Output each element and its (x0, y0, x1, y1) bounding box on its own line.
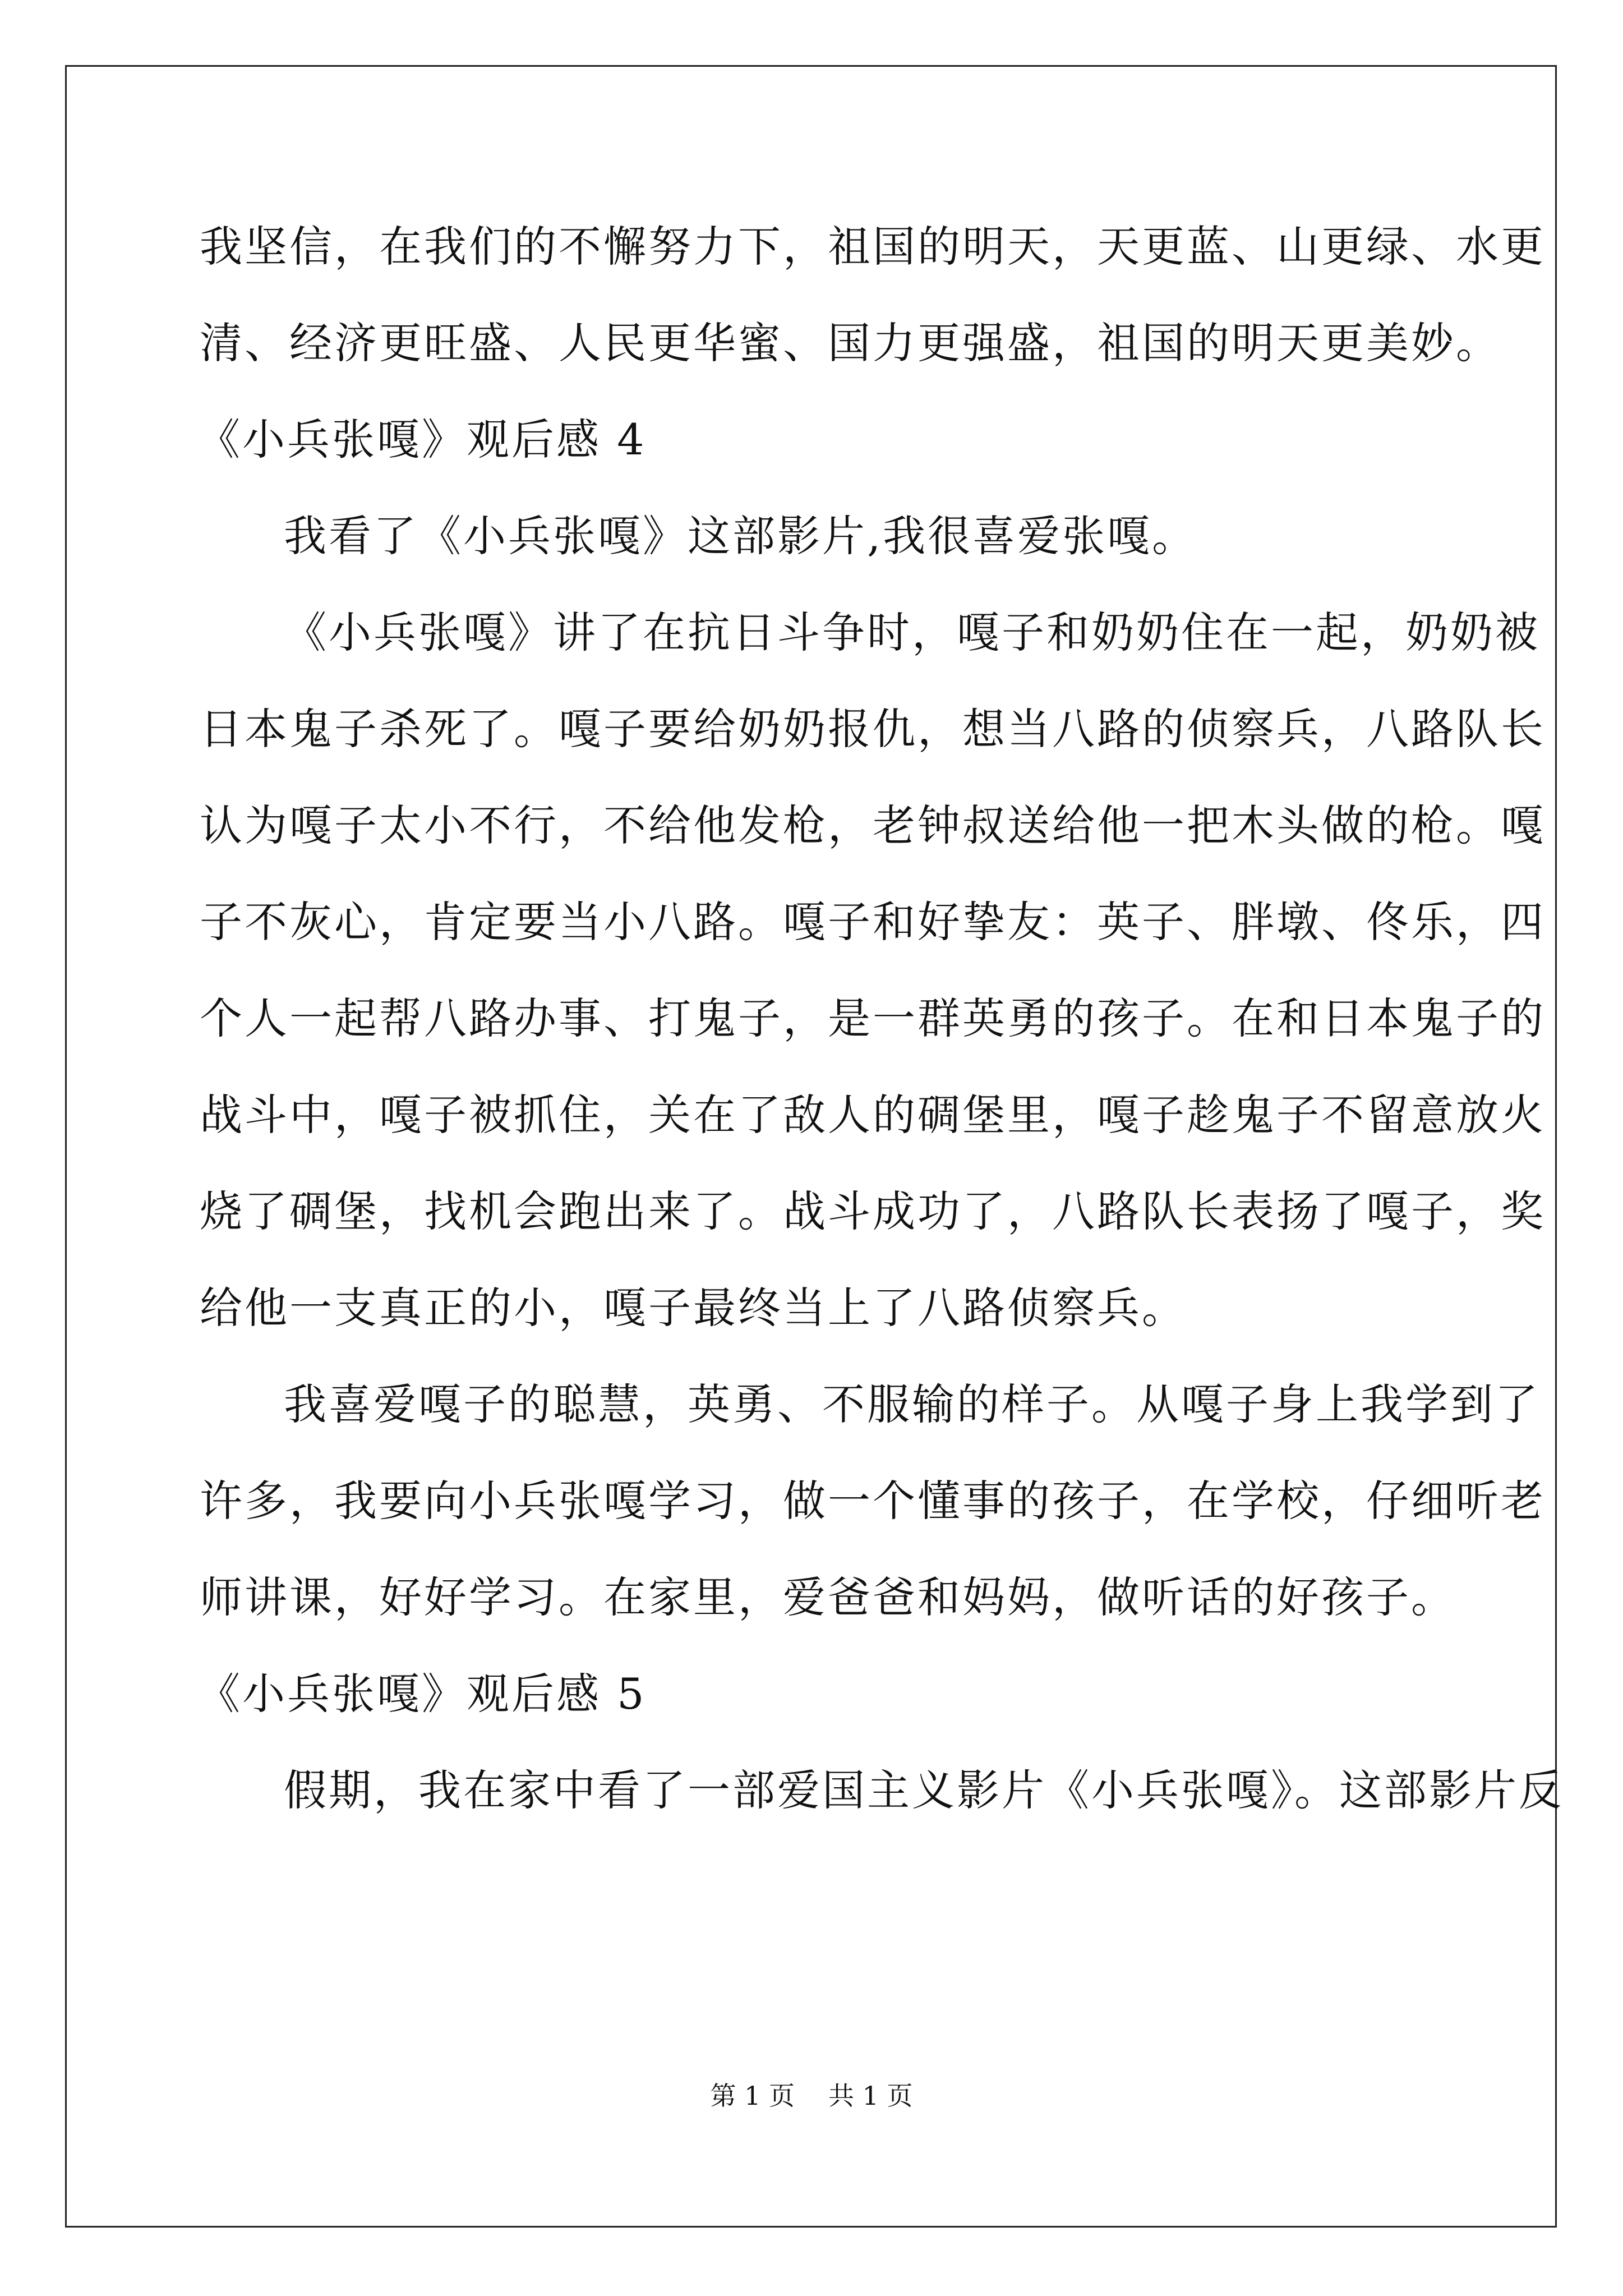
page-number: 第 1 页 (710, 2081, 795, 2111)
paragraph-line: 《小兵张嘎》讲了在抗日斗争时，嘎子和奶奶住在一起，奶奶被 (284, 608, 1540, 657)
paragraph-line: 我喜爱嘎子的聪慧，英勇、不服输的样子。从嘎子身上我学到了 (284, 1379, 1540, 1429)
section-heading: 《小兵张嘎》观后感 5 (197, 1669, 647, 1719)
paragraph-line: 日本鬼子杀死了。嘎子要给奶奶报仇，想当八路的侦察兵，八路队长 (200, 704, 1546, 754)
section-heading: 《小兵张嘎》观后感 4 (197, 415, 647, 464)
paragraph-line: 我看了《小兵张嘎》这部影片,我很喜爱张嘎。 (284, 511, 1197, 561)
paragraph-line: 战斗中，嘎子被抓住，关在了敌人的碉堡里，嘎子趁鬼子不留意放火 (200, 1090, 1546, 1140)
paragraph-line: 子不灰心，肯定要当小八路。嘎子和好挚友：英子、胖墩、佟乐，四 (200, 897, 1546, 947)
paragraph-line: 给他一支真正的小，嘎子最终当上了八路侦察兵。 (200, 1283, 1187, 1333)
paragraph-line: 假期，我在家中看了一部爱国主义影片《小兵张嘎》。这部影片反 (284, 1765, 1564, 1815)
paragraph-line: 我坚信，在我们的不懈努力下，祖国的明天，天更蓝、山更绿、水更 (200, 222, 1546, 272)
paragraph-line: 认为嘎子太小不行，不给他发枪，老钟叔送给他一把木头做的枪。嘎 (200, 800, 1546, 850)
paragraph-line: 个人一起帮八路办事、打鬼子，是一群英勇的孩子。在和日本鬼子的 (200, 993, 1546, 1043)
paragraph-line: 许多，我要向小兵张嘎学习，做一个懂事的孩子，在学校，仔细听老 (200, 1476, 1546, 1526)
paragraph-line: 清、经济更旺盛、人民更华蜜、国力更强盛，祖国的明天更美妙。 (200, 318, 1501, 368)
paragraph-line: 师讲课，好好学习。在家里，爱爸爸和妈妈，做听话的好孩子。 (200, 1572, 1456, 1622)
page-footer (0, 2079, 1623, 2113)
paragraph-line: 烧了碉堡，找机会跑出来了。战斗成功了，八路队长表扬了嘎子，奖 (200, 1186, 1546, 1236)
document-body (197, 213, 1564, 1853)
page-total: 共 1 页 (828, 2081, 913, 2111)
